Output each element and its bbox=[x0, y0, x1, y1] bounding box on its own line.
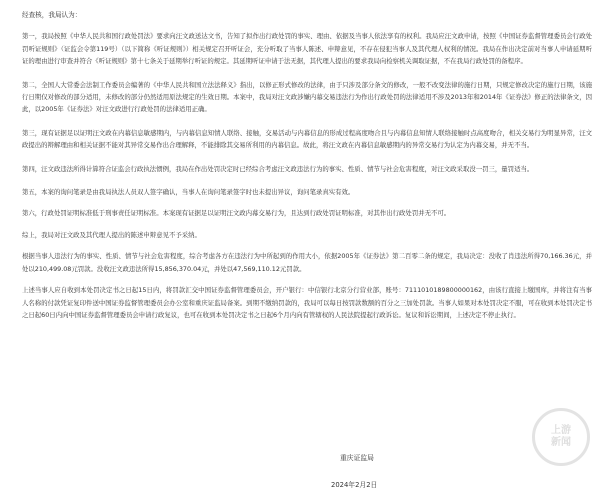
greeting: 经查核，我局认为： bbox=[22, 11, 82, 19]
watermark-logo bbox=[532, 408, 590, 466]
paragraph-6: 第六，行政处罚证明标准低于刑事责任证明标准。本案现有证据足以证明汪文政内幕交易行为，且达到行政处罚证明标准，对其作出行政处罚并无不可。 bbox=[22, 209, 451, 218]
signature-org: 重庆证监局 bbox=[340, 454, 374, 462]
paragraph-1: 第一，我局按照《中华人民共和国行政处罚法》要求向汪文政送达文书，告知了拟作出行政处罚的事实、理由、依据及当事人依法享有的权利。我局应汪文政申请，按照《中国证券监督管理委员会行政处罚听证规则》（证监会令第119号）（以下简称《听证规则》）相关规定召开听证会，充分听取了当事人陈述、申辩意见，不存在侵犯当事人及其代理人权利的情况。我局在作出决定前对当事人申请延期听证的理由进行审查并符合《听证规则》第十七条关于延期举行听证的规定。其延期听证申请于法无据，其代理人提出的要求我局向检察机关调取证据，不在我局行政处罚的备程序。 bbox=[22, 32, 592, 66]
paragraph-2: 第二，全国人大常委会法制工作委员会编著的《中华人民共和国立法法释义》指出，以修正形式修改的法律，由于只涉及部分条文的修改，一般不改变法律的施行日期，只规定修改决定的施行日期，该施行日期仅对修改的部分适用，未修改的部分仍然适用原法规定的生效日期。本案中，我局对汪文政涉嫌内幕交易违法行为作出行政处罚的法律适用不涉及2013年和2014年《证券法》修正的法律条文，因此，以2005年《证券法》对汪文政进行行政处罚的法律适用正确。 bbox=[22, 80, 592, 114]
paragraph-payment: 上述当事人应自收到本处罚决定书之日起15日内，将罚款汇交中国证券监督管理委员会，开户银行：中信银行北京分行营业部，账号：7111010189800000162，由该行直接上缴国库，并将注有当事人名称的付款凭证复印件送中国证券监督管理委员会办公室和重庆证监局备案。到期不缴纳罚款的，我局可以每日按罚款数额的百分之三加处罚款。当事人如果对本处罚决定不服，可在收到本处罚决定书之日起60日内向中国证券监督管理委员会申请行政复议，也可在收到本处罚决定书之日起6个月内向有管辖权的人民法院提起行政诉讼。复议和诉讼期间，上述决定不停止执行。 bbox=[22, 286, 592, 319]
paragraph-decision: 根据当事人违法行为的事实、性质、情节与社会危害程度，综合考虑各方在违法行为中所起到的作用大小，依据2005年《证券法》第二百零二条的规定，我局决定：没收了肖违法所得70,166.36元，并处以210,499.08元罚款。没收汪文政违法所得15,856,370.04元，并处以47,569,110.12元罚款。 bbox=[22, 252, 592, 273]
paragraph-5: 第五，本案的询问笔录是由我局执法人员双人签字确认，当事人在询问笔录签字时也未提出异议，询问笔录真实有效。 bbox=[22, 188, 355, 197]
watermark-text-1: 上游 bbox=[551, 425, 571, 436]
paragraph-4: 第四，汪文政违法所得计算符合证监会行政执法惯例，我局在作出处罚决定时已经综合考虑汪文政违法行为的事实、性质、情节与社会危害程度，对汪文政采取没一罚三，量罚适当。 bbox=[22, 164, 534, 173]
paragraph-conclusion: 综上，我局对汪文政及其代理人提出的陈述申辩意见不予采纳。 bbox=[22, 230, 201, 239]
watermark-text-2: 新闻 bbox=[551, 437, 571, 448]
signature-date: 2024年2月2日 bbox=[331, 481, 378, 489]
paragraph-3: 第三，现有证据足以证明汪文政在内幕信息敏感期内，与内幕信息知情人联络、接触，交易活动与内幕信息的形成过程高度吻合且与内幕信息知情人联络接触时点高度吻合，相关交易行为明显异常，汪文政提出的辩解理由和相关证据不能对其异常交易作出合理解释，不能排除其交易所利用的内幕信息。故此，将汪文政在内幕信息敏感期内的异常交易行为认定为内幕交易，并无不当。 bbox=[22, 128, 592, 150]
